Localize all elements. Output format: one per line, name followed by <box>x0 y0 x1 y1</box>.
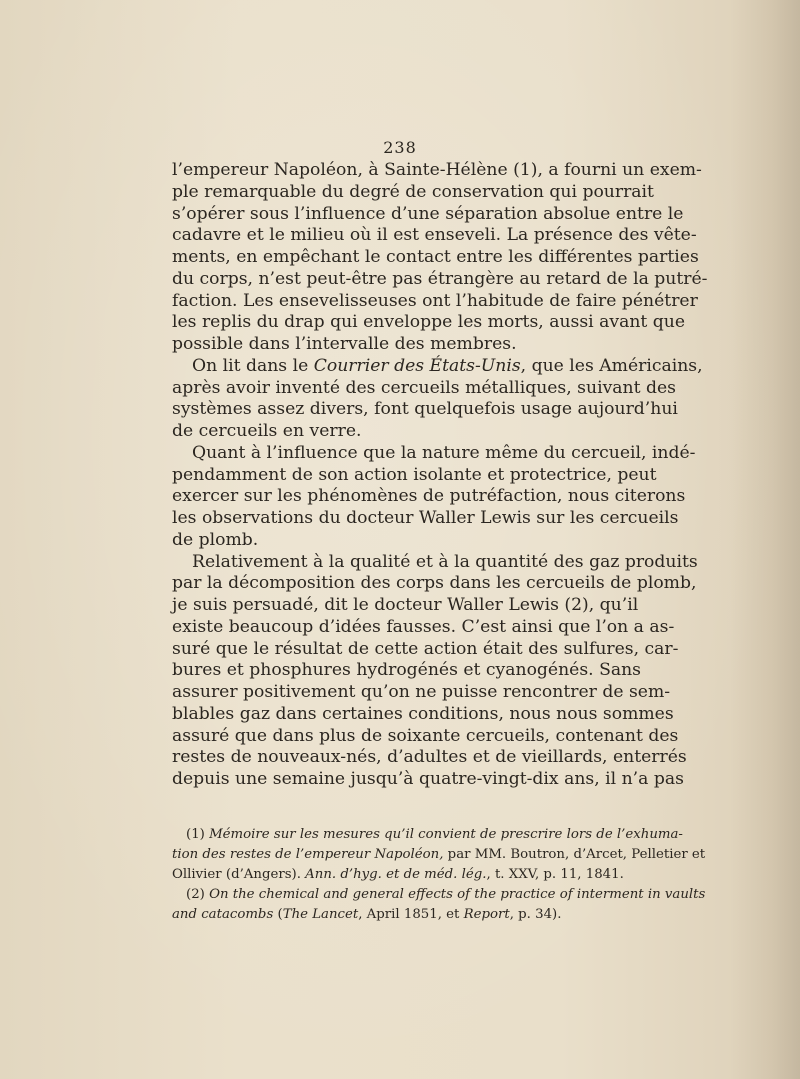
footnote-authors: par MM. Boutron, d’Arcet, Pelletier et <box>443 847 706 862</box>
footnote-title: On the chemical and general effects of the practice of interment in vaults <box>209 887 706 902</box>
text-line: cadavre et le milieu où il est enseveli. La présence des vête- <box>172 225 697 246</box>
text-line: les replis du drap qui enveloppe les morts, aussi avant que <box>172 312 685 333</box>
line-end: , que les Américains, <box>520 355 703 376</box>
text-line: pendamment de son action isolante et protectrice, peut <box>172 464 657 485</box>
footnote-authors: Ollivier (d’Angers). <box>172 867 306 882</box>
text-line: bures et phosphures hydrogénés et cyanogénés. Sans <box>172 660 641 681</box>
footnote-title: and catacombs <box>172 907 274 922</box>
page-edge-shadow <box>730 0 800 1079</box>
text-line: suré que le résultat de cette action était des sulfures, car- <box>172 638 679 659</box>
courrier-title: Courrier des États-Unis <box>313 355 521 376</box>
text-line: du corps, n’est peut-être pas étrangère au retard de la putré- <box>172 268 708 289</box>
footnote-1-cont <box>172 845 706 865</box>
footnote-title: tion des restes de l’empereur Napoléon, <box>172 847 444 862</box>
text-line: de plomb. <box>172 529 259 550</box>
text-line: je suis persuadé, dit le docteur Waller Lewis (2), qu’il <box>172 595 639 615</box>
footnote-journal: The Lancet <box>282 907 359 922</box>
text-line: restes de nouveaux-nés, d’adultes et de vieillards, enterrés <box>172 747 687 768</box>
text-line: systèmes assez divers, font quelquefois usage aujourd’hui <box>172 399 678 420</box>
text-line <box>172 355 703 378</box>
footnote-title: Mémoire sur les mesures qu’il convient de prescrire lors de l’exhuma- <box>209 827 683 842</box>
text-line: Quant à l’influence que la nature même du cercueil, indé- <box>192 442 696 463</box>
footnote-journal: Report <box>463 907 510 922</box>
footnote-ref: ( <box>273 907 283 922</box>
footnote-1-cont <box>172 865 626 885</box>
text-line: assuré que dans plus de soixante cercueils, contenant des <box>172 725 679 746</box>
footnote-ref: , p. 34). <box>509 907 562 922</box>
footnote-2 <box>172 885 706 905</box>
text-line: l’empereur Napoléon, à Sainte-Hélène (1), a fourni un exem- <box>172 160 702 180</box>
footnote-2-cont <box>172 905 626 925</box>
line-start: On lit dans le <box>192 355 314 376</box>
text-line: depuis une semaine jusqu’à quatre-vingt-dix ans, il n’a pas <box>172 769 684 789</box>
text-line: assurer positivement qu’on ne puisse rencontrer de sem- <box>172 682 671 702</box>
footnote-ref: , t. XXV, p. 11, 1841. <box>486 867 624 882</box>
text-line: blables gaz dans certaines conditions, nous nous sommes <box>172 703 674 724</box>
text-line: les observations du docteur Waller Lewis sur les cercueils <box>172 508 679 528</box>
body-text <box>172 160 708 791</box>
footnote-mark: (1) <box>186 827 210 842</box>
text-line: faction. Les ensevelisseuses ont l’habitude de faire pénétrer <box>172 290 698 311</box>
footnote-mark: (2) <box>186 887 210 902</box>
text-line: s’opérer sous l’influence d’une séparation absolue entre le <box>172 203 684 224</box>
footnote-journal: Ann. d’hyg. et de méd. lég. <box>305 867 487 882</box>
text-line: Relativement à la qualité et à la quantité des gaz produits <box>192 551 698 572</box>
text-line: exercer sur les phénomènes de putréfaction, nous citerons <box>172 486 686 507</box>
footnotes <box>172 825 706 925</box>
text-line: ple remarquable du degré de conservation qui pourrait <box>172 181 654 202</box>
text-line: après avoir inventé des cercueils métalliques, suivant des <box>172 377 676 398</box>
page-number: 238 <box>383 138 417 157</box>
text-line: ments, en empêchant le contact entre les différentes parties <box>172 247 699 267</box>
footnote-ref: , April 1851, et <box>358 907 464 922</box>
text-line: existe beaucoup d’idées fausses. C’est ainsi que l’on a as- <box>172 616 675 637</box>
text-line: de cercueils en verre. <box>172 421 362 441</box>
text-line: possible dans l’intervalle des membres. <box>172 334 517 354</box>
footnote-1 <box>172 825 683 845</box>
text-line: par la décomposition des corps dans les cercueils de plomb, <box>172 573 697 594</box>
